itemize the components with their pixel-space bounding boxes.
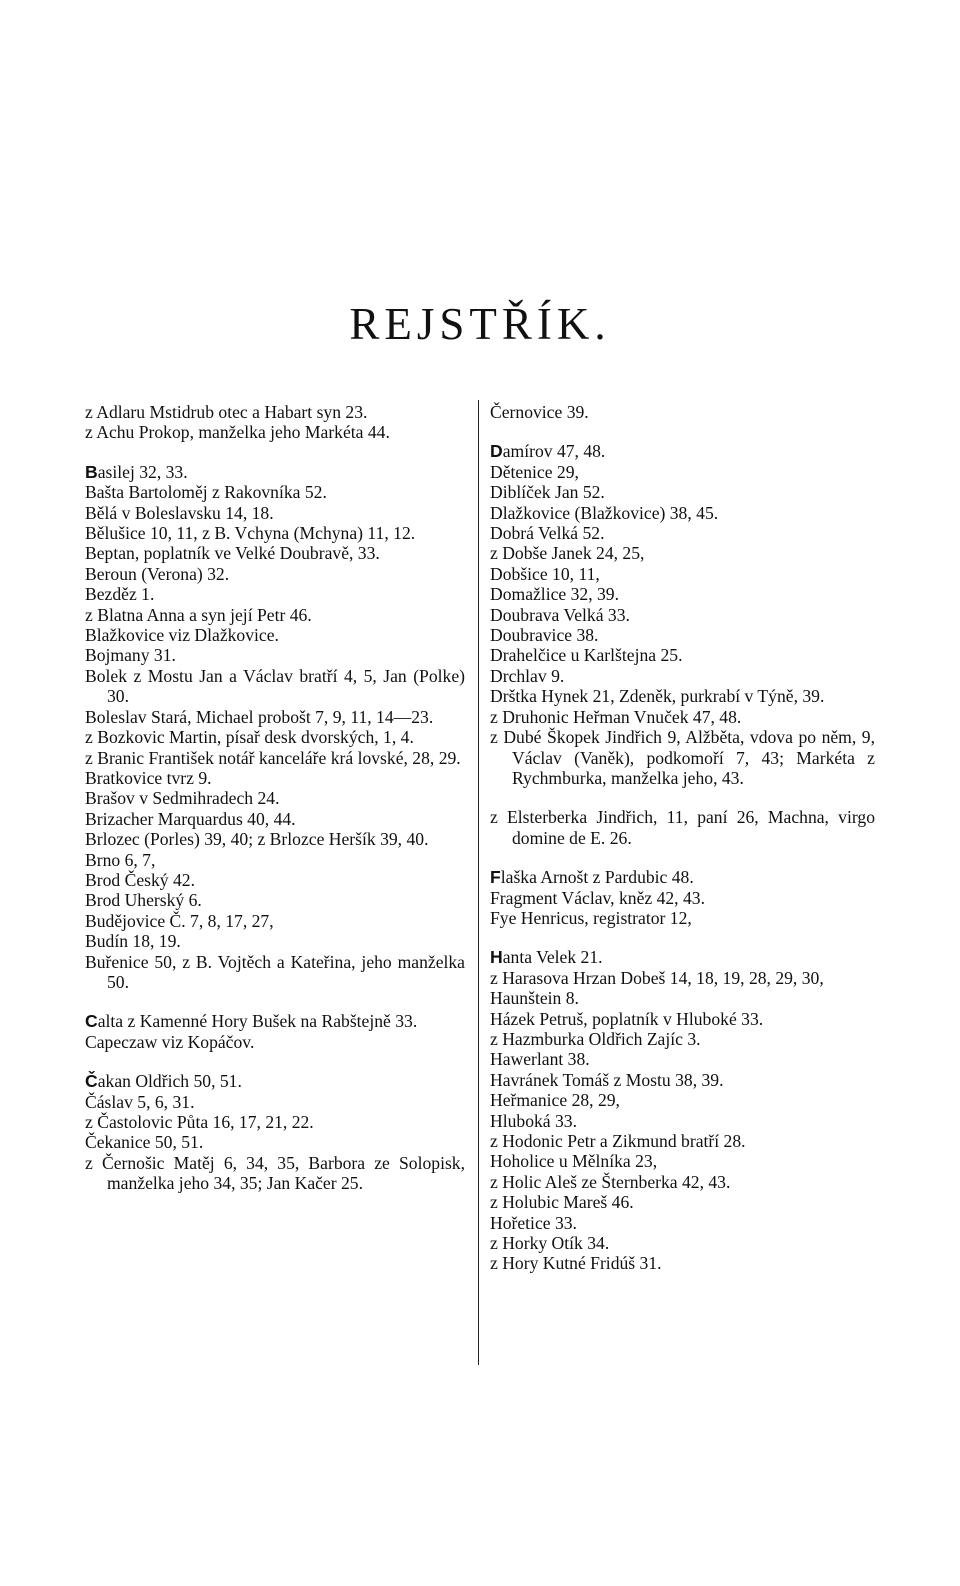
index-entry: [85, 707, 465, 727]
entry-text: akan Oldřich 50, 51.: [97, 1071, 242, 1092]
index-entry: [490, 968, 875, 988]
entry-text: Hořetice 33.: [490, 1212, 577, 1233]
index-entry: [490, 441, 875, 461]
entry-text: Dlažkovice (Blažkovice) 38, 45.: [490, 502, 719, 523]
entry-text: z Holubic Mareš 46.: [490, 1192, 634, 1213]
index-entry: [85, 748, 465, 768]
entry-text: Bělušice 10, 11, z B. Vchyna (Mchyna) 11, 12.: [85, 523, 416, 544]
index-entry: [490, 1070, 875, 1090]
entry-text: Bolek z Mostu Jan a Václav bratří 4, 5, Jan (Polke) 30.: [85, 665, 465, 707]
entry-initial: F: [490, 867, 501, 888]
entry-text: Brod Uherský 6.: [85, 890, 202, 911]
entry-text: z Horky Otík 34.: [490, 1233, 610, 1254]
index-entry: [85, 584, 465, 604]
index-entry: [490, 523, 875, 543]
index-entry: [85, 482, 465, 502]
entry-text: Bezděz 1.: [85, 584, 155, 605]
entry-text: Bratkovice tvrz 9.: [85, 767, 212, 788]
index-entry: [85, 788, 465, 808]
entry-text: Boleslav Stará, Michael probošt 7, 9, 11, 14—23.: [85, 706, 434, 727]
entry-text: Brno 6, 7,: [85, 849, 156, 870]
index-entry: [85, 952, 465, 993]
entry-text: z Hazmburka Oldřich Zajíc 3.: [490, 1028, 701, 1049]
index-entry: [85, 564, 465, 584]
index-entry: [490, 584, 875, 604]
index-entry: [85, 422, 465, 442]
index-entry: [85, 890, 465, 910]
entry-text: Doubravice 38.: [490, 625, 599, 646]
index-entry: [490, 1233, 875, 1253]
entry-text: Doubrava Velká 33.: [490, 604, 630, 625]
index-entry: [85, 809, 465, 829]
entry-text: Čáslav 5, 6, 31.: [85, 1091, 195, 1112]
entry-text: Dobšice 10, 11,: [490, 563, 600, 584]
entry-text: z Branic František notář kanceláře krá lovské, 28, 29.: [85, 747, 461, 768]
index-entry: [85, 1132, 465, 1152]
entry-text: Drštka Hynek 21, Zdeněk, purkrabí v Týně, 39.: [490, 686, 825, 707]
index-entry: [490, 867, 875, 887]
index-entry: [85, 870, 465, 890]
index-entry: [490, 908, 875, 928]
index-entry: [85, 625, 465, 645]
entry-text: Bělá v Boleslavsku 14, 18.: [85, 502, 274, 523]
index-entry: [85, 1112, 465, 1132]
index-entry: [85, 503, 465, 523]
index-entry: [85, 829, 465, 849]
index-entry: [490, 686, 875, 706]
index-entry: [85, 523, 465, 543]
entry-text: Brlozec (Porles) 39, 40; z Brlozce Heršík 39, 40.: [85, 829, 429, 850]
entry-text: Fye Henricus, registrator 12,: [490, 907, 692, 928]
entry-text: Bašta Bartoloměj z Rakovníka 52.: [85, 482, 327, 503]
index-entry: [490, 888, 875, 908]
entry-text: Budějovice Č. 7, 8, 17, 27,: [85, 910, 274, 931]
entry-text: anta Velek 21.: [502, 947, 603, 968]
index-entry: [490, 666, 875, 686]
index-entry: [85, 911, 465, 931]
index-entry: [490, 1029, 875, 1049]
index-entry: [490, 645, 875, 665]
entry-initial: B: [85, 461, 98, 482]
index-entry: [490, 564, 875, 584]
entry-initial: Č: [85, 1071, 98, 1092]
index-entry: [85, 666, 465, 707]
entry-text: Buřenice 50, z B. Vojtěch a Kateřina, jeho manželka 50.: [85, 951, 465, 992]
entry-text: Havránek Tomáš z Mostu 38, 39.: [490, 1069, 724, 1090]
entry-text: z Bozkovic Martin, písař desk dvorských, 1, 4.: [85, 727, 414, 748]
index-entry: [490, 543, 875, 563]
entry-text: Brod Český 42.: [85, 869, 195, 890]
index-entry: [490, 1049, 875, 1069]
entry-text: z Dubé Škopek Jindřich 9, Alžběta, vdova po něm, 9, Václav (Vaněk), podkomoří 7, 43; Markéta z Rychmburka, manželka jeho, 43.: [490, 727, 875, 788]
index-entry: [85, 1011, 465, 1031]
entry-text: Blažkovice viz Dlažkovice.: [85, 625, 279, 646]
index-entry: [85, 727, 465, 747]
index-entry: [490, 482, 875, 502]
index-entry: [85, 768, 465, 788]
entry-text: Dobrá Velká 52.: [490, 523, 605, 544]
entry-text: Bojmany 31.: [85, 645, 176, 666]
index-entry: [85, 605, 465, 625]
index-entry: [490, 947, 875, 967]
entry-text: alta z Kamenné Hory Bušek na Rabštejně 33.: [97, 1011, 418, 1032]
index-entry: [85, 462, 465, 482]
index-entry: [490, 727, 875, 788]
index-entry: [490, 605, 875, 625]
index-entry: [490, 402, 875, 422]
entry-initial: D: [490, 441, 503, 462]
entry-text: Dětenice 29,: [490, 461, 579, 482]
index-entry: [490, 462, 875, 482]
entry-text: Brašov v Sedmihradech 24.: [85, 788, 280, 809]
entry-initial: C: [85, 1011, 98, 1032]
entry-text: z Holic Aleš ze Šternberka 42, 43.: [490, 1171, 731, 1192]
index-entry: [490, 1213, 875, 1233]
index-entry: [85, 850, 465, 870]
index-entry: [85, 1153, 465, 1194]
entry-text: Hluboká 33.: [490, 1110, 577, 1131]
entry-text: Domažlice 32, 39.: [490, 584, 619, 605]
entry-text: Heřmanice 28, 29,: [490, 1090, 620, 1111]
entry-text: Beptan, poplatník ve Velké Doubravě, 33.: [85, 543, 380, 564]
index-entry: [85, 1032, 465, 1052]
entry-text: z Dobše Janek 24, 25,: [490, 543, 645, 564]
entry-text: Budín 18, 19.: [85, 931, 181, 952]
index-entry: [490, 1192, 875, 1212]
index-column-left: [85, 402, 465, 1194]
entry-text: Capeczaw viz Kopáčov.: [85, 1031, 255, 1052]
index-entry: [490, 1111, 875, 1131]
page-title: REJSTŘÍK.: [349, 299, 611, 349]
index-entry: [85, 1071, 465, 1091]
entry-text: z Achu Prokop, manželka jeho Markéta 44.: [85, 422, 390, 443]
index-entry: [490, 503, 875, 523]
entry-text: z Hodonic Petr a Zikmund bratří 28.: [490, 1131, 746, 1151]
index-entry: [490, 1151, 875, 1171]
index-entry: [490, 1090, 875, 1110]
entry-text: laška Arnošt z Pardubic 48.: [500, 867, 694, 888]
entry-text: Beroun (Verona) 32.: [85, 563, 230, 584]
entry-text: asilej 32, 33.: [97, 461, 188, 482]
entry-text: z Druhonic Heřman Vnuček 47, 48.: [490, 706, 742, 727]
index-entry: [85, 1092, 465, 1112]
entry-initial: H: [490, 947, 503, 968]
entry-text: Hoholice u Mělníka 23,: [490, 1151, 658, 1172]
entry-text: z Hory Kutné Fridúš 31.: [490, 1253, 662, 1274]
index-entry: [490, 807, 875, 848]
entry-text: Drahelčice u Karlštejna 25.: [490, 645, 683, 666]
index-entry: [490, 1131, 875, 1151]
entry-text: z Častolovic Půta 16, 17, 21, 22.: [85, 1112, 314, 1132]
index-column-right: [490, 402, 875, 1274]
index-entry: [490, 1009, 875, 1029]
index-entry: [490, 1172, 875, 1192]
entry-text: Čekanice 50, 51.: [85, 1132, 204, 1153]
index-entry: [490, 988, 875, 1008]
entry-text: Házek Petruš, poplatník v Hluboké 33.: [490, 1008, 764, 1029]
column-divider: [478, 400, 479, 1365]
index-entry: [490, 1253, 875, 1273]
index-entry: [85, 402, 465, 422]
entry-text: amírov 47, 48.: [502, 441, 606, 462]
index-entry: [85, 931, 465, 951]
index-entry: [490, 707, 875, 727]
entry-text: z Černošic Matěj 6, 34, 35, Barbora ze Solopisk, manželka jeho 34, 35; Jan Kačer 25.: [85, 1152, 465, 1194]
entry-text: Diblíček Jan 52.: [490, 482, 605, 503]
entry-text: z Elsterberka Jindřich, 11, paní 26, Machna, virgo domine de E. 26.: [490, 807, 875, 848]
entry-text: z Adlaru Mstidrub otec a Habart syn 23.: [85, 402, 368, 422]
entry-text: Drchlav 9.: [490, 665, 565, 686]
entry-text: z Blatna Anna a syn její Petr 46.: [85, 604, 312, 625]
entry-text: z Harasova Hrzan Dobeš 14, 18, 19, 28, 29, 30,: [490, 967, 824, 988]
entry-text: Hawerlant 38.: [490, 1049, 590, 1070]
entry-text: Brizacher Marquardus 40, 44.: [85, 808, 296, 829]
entry-text: Fragment Václav, kněz 42, 43.: [490, 887, 705, 908]
index-entry: [85, 543, 465, 563]
index-entry: [85, 645, 465, 665]
entry-text: Haunštein 8.: [490, 988, 579, 1009]
index-entry: [490, 625, 875, 645]
entry-text: Černovice 39.: [490, 402, 589, 422]
